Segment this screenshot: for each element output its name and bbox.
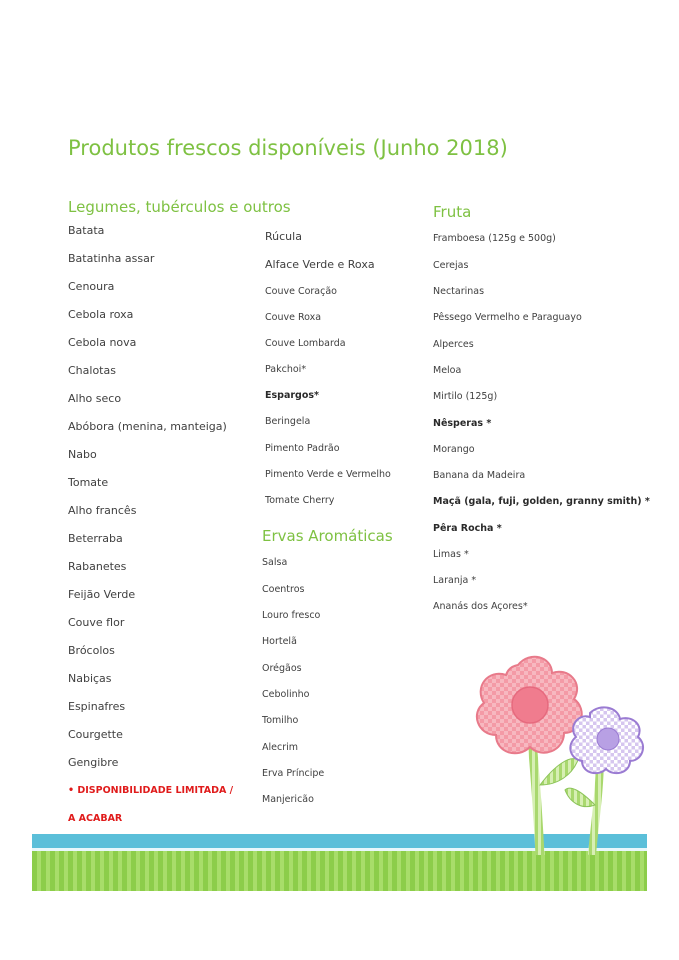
list-item: Gengibre: [68, 756, 119, 769]
list-item: Pêra Rocha *: [433, 523, 502, 534]
list-item: Cenoura: [68, 280, 115, 293]
limited-availability-note-2: A ACABAR: [68, 813, 123, 824]
list-item: Morango: [433, 444, 475, 455]
list-item: Erva Príncipe: [262, 768, 325, 779]
leaf-icon: [565, 788, 595, 806]
list-item: Nêsperas *: [433, 418, 492, 429]
list-item: Beterraba: [68, 532, 123, 545]
list-item: Laranja *: [433, 575, 477, 586]
list-item: Chalotas: [68, 364, 116, 377]
list-item: Salsa: [262, 557, 288, 568]
list-item: Nabo: [68, 448, 97, 461]
list-item: Limas *: [433, 549, 469, 560]
limited-availability-note: • DISPONIBILIDADE LIMITADA /: [68, 785, 234, 796]
list-item: Manjericão: [262, 794, 314, 805]
list-item: Espinafres: [68, 700, 126, 713]
list-item: Tomilho: [262, 715, 299, 726]
list-item: Batatinha assar: [68, 252, 155, 265]
list-item: Rúcula: [265, 230, 302, 243]
list-item: Hortelã: [262, 636, 297, 647]
leaf-icon: [540, 759, 578, 785]
list-item: Pimento Verde e Vermelho: [265, 469, 391, 480]
list-item: Maçã (gala, fuji, golden, granny smith) *: [433, 496, 650, 507]
list-item: Batata: [68, 224, 105, 237]
list-item: Couve Lombarda: [265, 338, 346, 349]
list-item: Meloa: [433, 365, 462, 376]
list-item: Cebola roxa: [68, 308, 134, 321]
list-item: Framboesa (125g e 500g): [433, 233, 556, 244]
list-item: Alperces: [433, 339, 474, 350]
list-item: Tomate Cherry: [265, 495, 335, 506]
pink-flower-icon: [477, 657, 582, 754]
list-item: Pakchoi*: [265, 364, 307, 375]
list-item: Brócolos: [68, 644, 115, 657]
list-item: Couve Coração: [265, 286, 337, 297]
list-item: Nabiças: [68, 672, 112, 685]
list-item: Beringela: [265, 416, 311, 427]
page-title: Produtos frescos disponíveis (Junho 2018): [68, 136, 508, 160]
list-item: Alecrim: [262, 742, 299, 753]
list-item: Cebola nova: [68, 336, 137, 349]
section-heading-ervas: Ervas Aromáticas: [262, 527, 393, 545]
list-item: Cerejas: [433, 260, 469, 271]
list-item: Mirtilo (125g): [433, 391, 498, 402]
flowers-illustration: [460, 655, 660, 855]
pink-flower-stem: [532, 740, 540, 855]
list-item: Alho seco: [68, 392, 122, 405]
list-item: Pimento Padrão: [265, 443, 340, 454]
list-item: Abóbora (menina, manteiga): [68, 420, 227, 433]
list-item: Banana da Madeira: [433, 470, 526, 481]
list-item: Feijão Verde: [68, 588, 136, 601]
list-item: Cebolinho: [262, 689, 310, 700]
list-item: Nectarinas: [433, 286, 485, 297]
list-item: Alho francês: [68, 504, 137, 517]
purple-flower-icon: [570, 707, 643, 773]
section-heading-fruta: Fruta: [433, 203, 472, 221]
list-item: Rabanetes: [68, 560, 127, 573]
list-item: Coentros: [262, 584, 305, 595]
list-item: Espargos*: [265, 390, 319, 401]
list-item: Pêssego Vermelho e Paraguayo: [433, 312, 582, 323]
list-item: Orégãos: [262, 663, 302, 674]
list-item: Courgette: [68, 728, 123, 741]
list-item: Alface Verde e Roxa: [265, 258, 375, 271]
list-item: Couve flor: [68, 616, 125, 629]
list-item: Couve Roxa: [265, 312, 322, 323]
list-item: Louro fresco: [262, 610, 321, 621]
section-heading-legumes: Legumes, tubérculos e outros: [68, 198, 291, 216]
list-item: Ananás dos Açores*: [433, 601, 528, 612]
list-item: Tomate: [68, 476, 109, 489]
decorative-grass-stripe: [32, 851, 647, 891]
